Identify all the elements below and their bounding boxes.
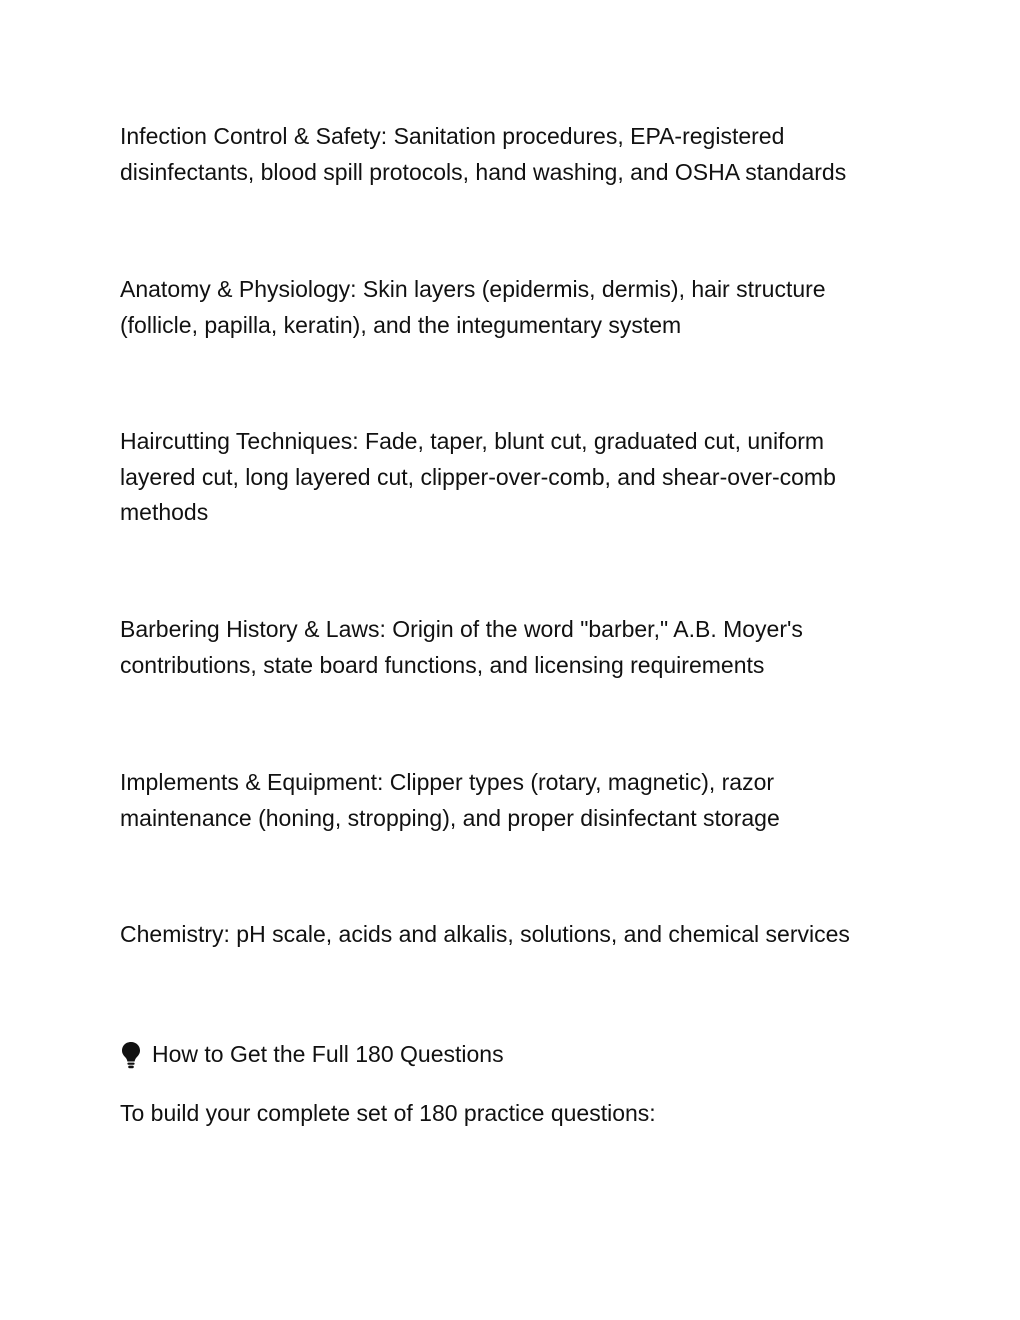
lightbulb-icon [120, 1040, 142, 1070]
topic-infection-control: Infection Control & Safety: Sanitation procedures, EPA-registered disinfectants, blood spill protocols, hand washing, and OSHA standards [120, 123, 847, 185]
topic-chemistry: Chemistry: pH scale, acids and alkalis, solutions, and chemical services [120, 921, 850, 947]
topic-anatomy-physiology: Anatomy & Physiology: Skin layers (epidermis, dermis), hair structure (follicle, papilla, keratin), and the integumentary system [120, 276, 826, 338]
topic-haircutting-techniques: Haircutting Techniques: Fade, taper, blunt cut, graduated cut, uniform layered cut, long layered cut, clipper-over-comb, and shear-over-comb methods [120, 428, 836, 525]
topic-implements-equipment: Implements & Equipment: Clipper types (rotary, magnetic), razor maintenance (honing, stropping), and proper disinfectant storage [120, 769, 780, 831]
topic-barbering-history-laws: Barbering History & Laws: Origin of the word "barber," A.B. Moyer's contributions, state board functions, and licensing requirements [120, 616, 803, 678]
section-heading-text: How to Get the Full 180 Questions [152, 1041, 504, 1067]
section-intro: To build your complete set of 180 practice questions: [120, 1100, 656, 1126]
section-heading [120, 1037, 504, 1073]
